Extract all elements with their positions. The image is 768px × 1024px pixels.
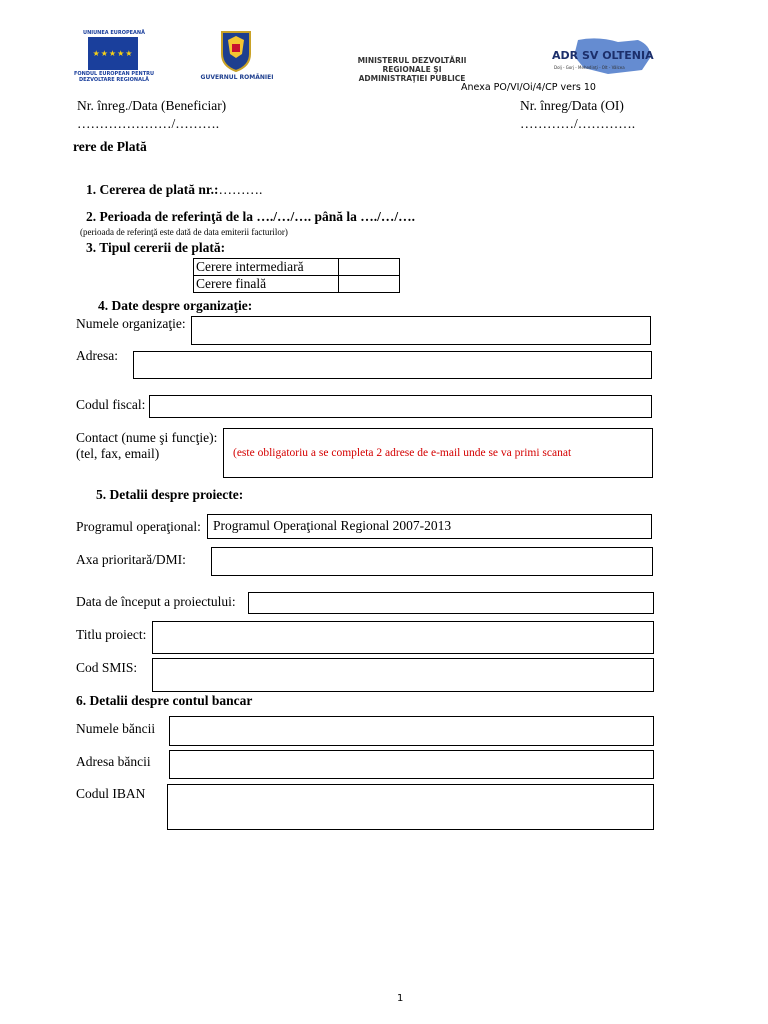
smis-code-label: Cod SMIS: [76, 660, 138, 675]
iban-label: Codul IBAN [76, 786, 146, 801]
adr-logo [538, 36, 656, 76]
fiscal-code-label: Codul fiscal: [76, 397, 146, 412]
section-4-title: 4. Date despre organizaţie: [98, 298, 253, 313]
payment-type-final-checkbox[interactable] [339, 276, 400, 293]
payment-type-intermediate-label: Cerere intermediară [194, 259, 339, 276]
document-title: rere de Plată [73, 139, 147, 154]
org-name-label: Numele organizaţie: [76, 316, 186, 331]
fiscal-code-field[interactable] [149, 395, 652, 418]
section-1-label: 1. Cererea de plată nr.: [86, 182, 219, 197]
oi-registration-dots: …………/…………. [520, 116, 636, 131]
page-number: 1 [397, 993, 404, 1004]
op-program-label: Programul operaţional: [76, 519, 201, 534]
start-date-field[interactable] [248, 592, 654, 614]
eu-logo [72, 30, 156, 82]
section-1-title [86, 182, 262, 198]
bank-address-label: Adresa băncii [76, 754, 151, 769]
start-date-label: Data de început a proiectului: [76, 594, 236, 609]
smis-code-field[interactable] [152, 658, 654, 692]
section-6-title: 6. Detalii despre contul bancar [76, 693, 253, 708]
beneficiary-registration-dots: …………………/………. [77, 116, 220, 131]
priority-axis-label: Axa prioritară/DMI: [76, 552, 186, 567]
org-name-field[interactable] [191, 316, 651, 345]
table-row [194, 259, 400, 276]
project-title-label: Titlu proiect: [76, 627, 147, 642]
project-title-field[interactable] [152, 621, 654, 654]
adr-title: ADR SV OLTENIA [552, 49, 654, 62]
bank-name-label: Numele băncii [76, 721, 156, 736]
op-program-field[interactable] [207, 514, 652, 539]
oi-registration-label: Nr. înreg/Data (OI) [520, 98, 624, 113]
beneficiary-registration-label: Nr. înreg./Data (Beneficiar) [77, 98, 227, 113]
payment-type-final-label: Cerere finală [194, 276, 339, 293]
section-2-title: 2. Perioada de referinţă de la …./…/…. până la …./…/…. [86, 209, 415, 224]
priority-axis-field[interactable] [211, 547, 653, 576]
section-3-title: 3. Tipul cererii de plată: [86, 240, 226, 255]
coat-of-arms-icon [218, 30, 254, 72]
table-row [194, 276, 400, 293]
section-5-title: 5. Detalii despre proiecte: [96, 487, 244, 502]
eu-caption-top: UNIUNEA EUROPEANĂ [83, 30, 145, 36]
eu-caption-bottom: FONDUL EUROPEAN PENTRU DEZVOLTARE REGIONALĂ [73, 71, 155, 83]
contact-note: (este obligatoriu a se completa 2 adrese de e-mail unde se va primi scanat [233, 447, 572, 459]
contact-field[interactable] [223, 428, 653, 478]
annex-reference: Anexa PO/VI/Oi/4/CP vers 10 [461, 82, 596, 93]
contact-sublabel: (tel, fax, email) [76, 446, 160, 461]
adr-subtitle: Dolj - Gorj - Mehedinţi - Olt - Vâlcea [554, 65, 625, 70]
payment-type-intermediate-checkbox[interactable] [339, 259, 400, 276]
op-program-value: Programul Operaţional Regional 2007-2013 [213, 518, 452, 533]
iban-field[interactable] [167, 784, 654, 830]
government-logo [196, 28, 278, 84]
address-field[interactable] [133, 351, 652, 379]
address-label: Adresa: [76, 348, 118, 363]
payment-type-table [193, 258, 400, 293]
bank-name-field[interactable] [169, 716, 654, 746]
eu-flag-icon: ★★★★★ [88, 37, 138, 70]
section-1-dots: ………. [218, 182, 263, 197]
ministry-logo: MINISTERUL DEZVOLTĂRII REGIONALE ŞI ADMINISTRAŢIEI PUBLICE [357, 56, 467, 83]
section-2-note: (perioada de referinţă este dată de data emiterii facturilor) [80, 227, 288, 237]
contact-label: Contact (nume şi funcţie): [76, 430, 218, 445]
government-caption: GUVERNUL ROMÂNIEI [200, 74, 274, 81]
bank-address-field[interactable] [169, 750, 654, 779]
